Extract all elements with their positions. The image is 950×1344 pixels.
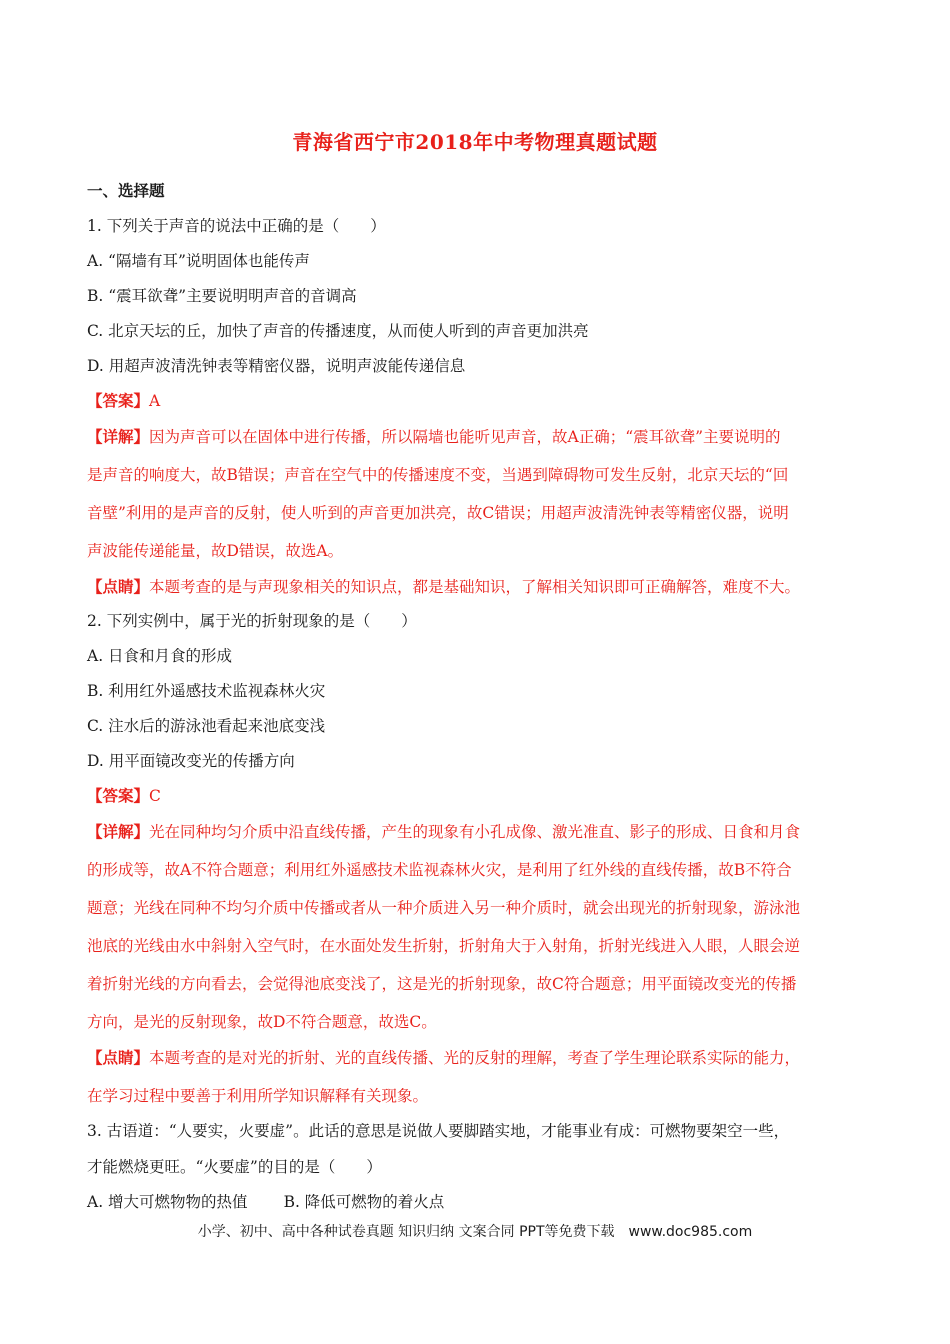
- q1-answer: [87, 391, 867, 411]
- q2-option-b: B. 利用红外遥感技术监视森林火灾: [87, 682, 326, 700]
- q3-stem-continued: 才能燃烧更旺。“火要虚”的目的是（ ）: [87, 1158, 382, 1176]
- q2-detail-text: 光在同种均匀介质中沿直线传播，产生的现象有小孔成像、激光准直、影子的形成、日食和月食: [149, 823, 801, 841]
- q3-stem: 3. 古语道：“人要实，火要虚”。此话的意思是说做人要脚踏实地，才能事业有成：可燃物要架空一些，: [87, 1122, 790, 1140]
- answer-tag: 【答案】: [87, 391, 150, 410]
- q1-detail-line: 音壁”利用的是声音的反射，使人听到的声音更加洪亮，故C错误；用超声波清洗钟表等精密仪器，说明: [87, 504, 789, 522]
- q2-stem: 2. 下列实例中，属于光的折射现象的是（ ）: [87, 612, 417, 630]
- detail-tag: 【详解】: [87, 822, 150, 841]
- q2-detail-line: 着折射光线的方向看去，会觉得池底变浅了，这是光的折射现象，故C符合题意；用平面镜改变光的传播: [87, 975, 797, 993]
- q1-option-c: C. 北京天坛的丘，加快了声音的传播速度，从而使人听到的声音更加洪亮: [87, 322, 589, 340]
- q2-detail-line: 方向，是光的反射现象，故D不符合题意，故选C。: [87, 1013, 437, 1031]
- q2-detail-line: 的形成等，故A不符合题意；利用红外遥感技术监视森林火灾，是利用了红外线的直线传播，故B不符合: [87, 861, 792, 879]
- q2-option-a: A. 日食和月食的形成: [87, 647, 233, 665]
- q3-option-b: B. 降低可燃物的着火点: [283, 1193, 445, 1211]
- q2-detail-line: 题意；光线在同种不均匀介质中传播或者从一种介质进入另一种介质时，就会出现光的折射现象，游泳池: [87, 899, 801, 917]
- comment-tag: 【点睛】: [87, 577, 150, 596]
- answer-tag: 【答案】: [87, 786, 150, 805]
- q2-option-d: D. 用平面镜改变光的传播方向: [87, 752, 295, 770]
- q1-comment-text: 本题考查的是与声现象相关的知识点，都是基础知识，了解相关知识即可正确解答，难度不大。: [149, 578, 801, 596]
- q3-options: [87, 1192, 867, 1212]
- q1-option-b: B. “震耳欲聋”主要说明明声音的音调高: [87, 287, 357, 305]
- answer-value: A: [149, 392, 161, 410]
- comment-tag: 【点睛】: [87, 1048, 150, 1067]
- q2-detail-line: [87, 822, 867, 842]
- q2-detail-line: 池底的光线由水中斜射入空气时，在水面处发生折射，折射角大于入射角，折射光线进入人眼，人眼会逆: [87, 937, 801, 955]
- q2-option-c: C. 注水后的游泳池看起来池底变浅: [87, 717, 326, 735]
- q1-stem: 1. 下列关于声音的说法中正确的是（ ）: [87, 217, 386, 235]
- page-footer: 小学、初中、高中各种试卷真题 知识归纳 文案合同 PPT等免费下载 www.doc985.com: [197, 1224, 753, 1240]
- q1-detail-line: [87, 427, 867, 447]
- q1-option-d: D. 用超声波清洗钟表等精密仪器，说明声波能传递信息: [87, 357, 466, 375]
- q2-comment: [87, 1048, 867, 1068]
- q2-comment-text: 本题考查的是对光的折射、光的直线传播、光的反射的理解，考查了学生理论联系实际的能力，: [149, 1049, 801, 1067]
- detail-tag: 【详解】: [87, 427, 150, 446]
- document-title: 青海省西宁市2018年中考物理真题试题: [292, 130, 658, 154]
- q1-comment: [87, 577, 867, 597]
- q1-detail-line: 是声音的响度大，故B错误；声音在空气中的传播速度不变，当遇到障碍物可发生反射，北京天坛的“回: [87, 466, 789, 484]
- q2-comment-line: 在学习过程中要善于利用所学知识解释有关现象。: [87, 1087, 429, 1105]
- section-heading: 一、选择题: [87, 181, 165, 200]
- q2-answer: [87, 786, 867, 806]
- answer-value: C: [149, 787, 161, 805]
- q1-detail-line: 声波能传递能量，故D错误，故选A。: [87, 542, 344, 560]
- q3-option-a: A. 增大可燃物物的热值: [87, 1193, 248, 1211]
- q1-detail-text: 因为声音可以在固体中进行传播，所以隔墙也能听见声音，故A正确；“震耳欲聋”主要说明的: [149, 428, 781, 446]
- q1-option-a: A. “隔墙有耳”说明固体也能传声: [87, 252, 310, 270]
